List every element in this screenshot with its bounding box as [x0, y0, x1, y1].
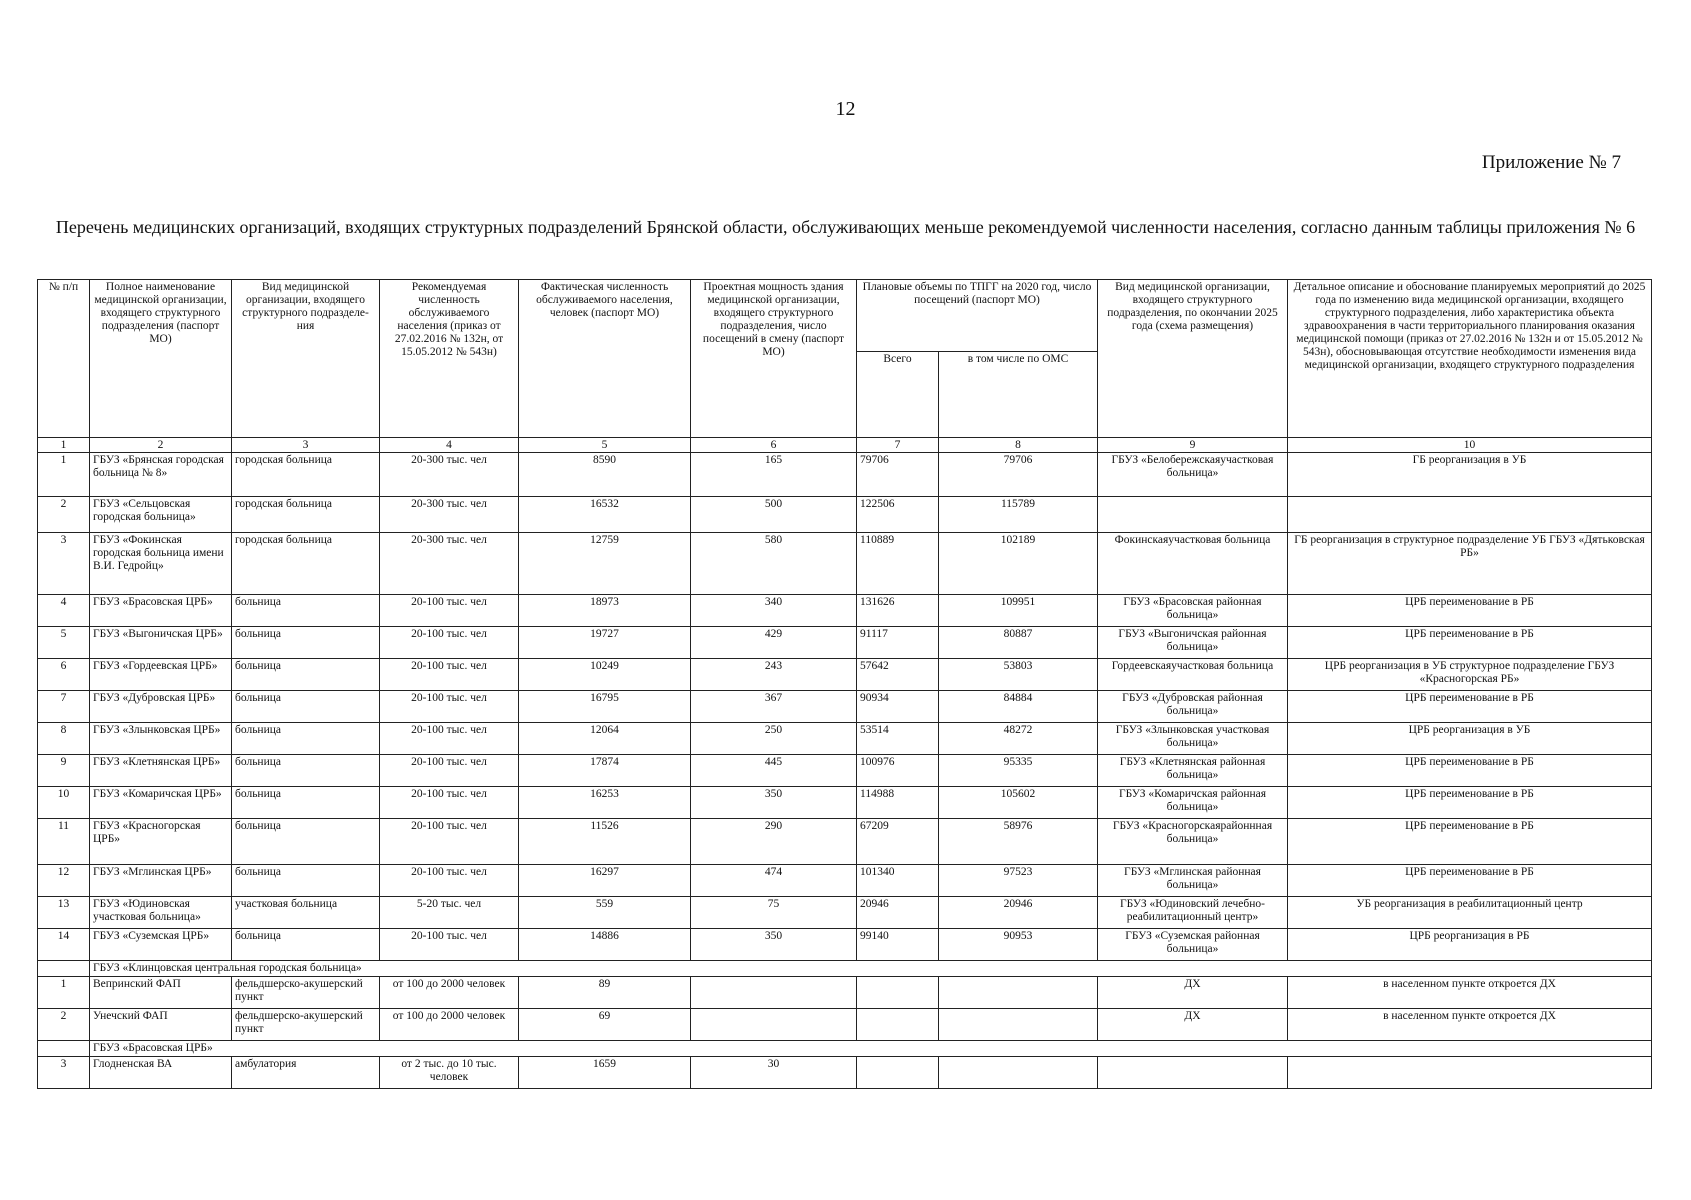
cell-total: 91117: [857, 627, 939, 659]
cell-rec: от 100 до 2000 человек: [380, 977, 519, 1009]
cell-type: больница: [232, 787, 380, 819]
cell-desc: ЦРБ переименование в РБ: [1288, 865, 1652, 897]
cell-cap: 165: [691, 453, 857, 497]
cell-type: больница: [232, 595, 380, 627]
cell-total: [857, 1009, 939, 1041]
table-row: [38, 533, 1652, 595]
cell-oms: 84884: [939, 691, 1098, 723]
cell-rec: 20-100 тыс. чел: [380, 659, 519, 691]
cell-type: больница: [232, 723, 380, 755]
cell-cap: 290: [691, 819, 857, 865]
header-row: [38, 280, 1652, 352]
cell-type: фельдшерско-акушерский пункт: [232, 1009, 380, 1041]
page-number: 12: [835, 98, 856, 120]
cell-total: 110889: [857, 533, 939, 595]
cell-oms: 48272: [939, 723, 1098, 755]
cell-n: 1: [38, 977, 90, 1009]
cell-name: ГБУЗ «Красногорская ЦРБ»: [90, 819, 232, 865]
column-number: 10: [1288, 438, 1652, 453]
cell-desc: ЦРБ переименование в РБ: [1288, 819, 1652, 865]
document-title: Перечень медицинских организаций, входящих структурных подразделений Брянской области, обслуживающих меньше рекомендуемой численности населения, согласно данным таблицы приложения № 6: [55, 217, 1636, 237]
cell-n: 3: [38, 533, 90, 595]
cell-total: 67209: [857, 819, 939, 865]
cell-cap: 250: [691, 723, 857, 755]
cell-total: 57642: [857, 659, 939, 691]
cell-future: ГБУЗ «Красногорскаярайоннная больница»: [1098, 819, 1288, 865]
table-row: [38, 1057, 1652, 1089]
column-number: 1: [38, 438, 90, 453]
cell-name: Унечский ФАП: [90, 1009, 232, 1041]
cell-name: ГБУЗ «Клетнянская ЦРБ»: [90, 755, 232, 787]
cell-desc: ЦРБ переименование в РБ: [1288, 787, 1652, 819]
cell-fact: 12064: [519, 723, 691, 755]
cell-fact: 11526: [519, 819, 691, 865]
cell-future: Гордеевскаяучастковая больница: [1098, 659, 1288, 691]
cell-desc: ЦРБ переименование в РБ: [1288, 595, 1652, 627]
column-number: 7: [857, 438, 939, 453]
table-row: [38, 897, 1652, 929]
cell-desc: [1288, 497, 1652, 533]
table-row: [38, 659, 1652, 691]
header-planned-volume: Плановые объемы по ТПГГ на 2020 год, число посещений (паспорт МО): [857, 280, 1098, 352]
section-number-cell: [38, 1041, 90, 1057]
cell-name: Глодненская ВА: [90, 1057, 232, 1089]
cell-fact: 1659: [519, 1057, 691, 1089]
cell-future: ГБУЗ «Брасовская районная больница»: [1098, 595, 1288, 627]
cell-fact: 16297: [519, 865, 691, 897]
cell-total: 131626: [857, 595, 939, 627]
cell-n: 11: [38, 819, 90, 865]
cell-type: больница: [232, 819, 380, 865]
header-oms: в том числе по ОМС: [939, 352, 1098, 438]
column-number: 3: [232, 438, 380, 453]
cell-desc: ЦРБ реорганизация в УБ структурное подразделение ГБУЗ «Красногорская РБ»: [1288, 659, 1652, 691]
cell-cap: 350: [691, 787, 857, 819]
cell-desc: в населенном пункте откроется ДХ: [1288, 977, 1652, 1009]
table-row: [38, 787, 1652, 819]
cell-n: 10: [38, 787, 90, 819]
cell-fact: 16532: [519, 497, 691, 533]
cell-cap: [691, 977, 857, 1009]
cell-cap: 500: [691, 497, 857, 533]
cell-type: фельдшерско-акушерский пункт: [232, 977, 380, 1009]
cell-rec: от 2 тыс. до 10 тыс. человек: [380, 1057, 519, 1089]
cell-n: 4: [38, 595, 90, 627]
cell-future: ГБУЗ «Белобережскаяучастковая больница»: [1098, 453, 1288, 497]
cell-cap: 580: [691, 533, 857, 595]
cell-desc: УБ реорганизация в реабилитационный центр: [1288, 897, 1652, 929]
cell-desc: ЦРБ переименование в РБ: [1288, 755, 1652, 787]
cell-fact: 12759: [519, 533, 691, 595]
cell-future: [1098, 497, 1288, 533]
cell-fact: 16795: [519, 691, 691, 723]
cell-name: ГБУЗ «Брянская городская больница № 8»: [90, 453, 232, 497]
cell-rec: 20-100 тыс. чел: [380, 929, 519, 961]
cell-name: Вепринский ФАП: [90, 977, 232, 1009]
cell-name: ГБУЗ «Фокинская городская больница имени В.И. Гедройц»: [90, 533, 232, 595]
cell-oms: 53803: [939, 659, 1098, 691]
cell-future: ГБУЗ «Юдиновский лечебно-реабилитационный центр»: [1098, 897, 1288, 929]
cell-fact: 559: [519, 897, 691, 929]
cell-desc: ГБ реорганизация в структурное подразделение УБ ГБУЗ «Дятьковская РБ»: [1288, 533, 1652, 595]
cell-n: 2: [38, 1009, 90, 1041]
column-number-row: [38, 438, 1652, 453]
cell-type: амбулатория: [232, 1057, 380, 1089]
cell-cap: 243: [691, 659, 857, 691]
cell-n: 12: [38, 865, 90, 897]
cell-n: 9: [38, 755, 90, 787]
cell-rec: 20-300 тыс. чел: [380, 533, 519, 595]
cell-cap: 445: [691, 755, 857, 787]
table-row: [38, 627, 1652, 659]
cell-type: больница: [232, 755, 380, 787]
cell-oms: 80887: [939, 627, 1098, 659]
cell-future: ГБУЗ «Клетнянская районная больница»: [1098, 755, 1288, 787]
column-number: 6: [691, 438, 857, 453]
header-future-type: Вид медицинской организации, входящего структурного подразделения, по окончании 2025 года (схема размещения): [1098, 280, 1288, 438]
column-number: 9: [1098, 438, 1288, 453]
cell-total: 122506: [857, 497, 939, 533]
cell-type: больница: [232, 691, 380, 723]
cell-fact: 17874: [519, 755, 691, 787]
cell-cap: [691, 1009, 857, 1041]
cell-fact: 18973: [519, 595, 691, 627]
cell-name: ГБУЗ «Злынковская ЦРБ»: [90, 723, 232, 755]
cell-cap: 340: [691, 595, 857, 627]
cell-type: городская больница: [232, 497, 380, 533]
cell-total: [857, 977, 939, 1009]
cell-oms: [939, 1009, 1098, 1041]
cell-future: ГБУЗ «Суземская районная больница»: [1098, 929, 1288, 961]
table-row: [38, 819, 1652, 865]
column-number: 5: [519, 438, 691, 453]
cell-type: участковая больница: [232, 897, 380, 929]
cell-future: ГБУЗ «Мглинская районная больница»: [1098, 865, 1288, 897]
appendix-label: Приложение № 7: [1481, 152, 1621, 173]
column-number: 2: [90, 438, 232, 453]
section-title: ГБУЗ «Брасовская ЦРБ»: [90, 1041, 1652, 1057]
cell-n: 2: [38, 497, 90, 533]
header-description: Детальное описание и обоснование планируемых мероприятий до 2025 года по изменению вида медицинской организации, входящего структурного подразделения, либо характеристика объекта здравоохранения в части территориального планирования оказания медицинской помощи (приказ от 27.02.2016 № 132н и от 15.05.2012 № 543н), обосновывающая отсутствие необходимости изменения вида медицинской организации, входящего структурного подразделения: [1288, 280, 1652, 438]
table-row: [38, 497, 1652, 533]
cell-rec: 20-100 тыс. чел: [380, 787, 519, 819]
cell-n: 1: [38, 453, 90, 497]
cell-fact: 14886: [519, 929, 691, 961]
cell-cap: 474: [691, 865, 857, 897]
cell-type: больница: [232, 659, 380, 691]
table-row: [38, 755, 1652, 787]
cell-name: ГБУЗ «Комаричская ЦРБ»: [90, 787, 232, 819]
cell-future: [1098, 1057, 1288, 1089]
cell-total: 101340: [857, 865, 939, 897]
section-title: ГБУЗ «Клинцовская центральная городская больница»: [90, 961, 1652, 977]
cell-oms: 102189: [939, 533, 1098, 595]
cell-name: ГБУЗ «Сельцовская городская больница»: [90, 497, 232, 533]
cell-n: 3: [38, 1057, 90, 1089]
cell-rec: 20-100 тыс. чел: [380, 595, 519, 627]
header-actual: Фактическая численность обслуживаемого населения, человек (паспорт МО): [519, 280, 691, 438]
organizations-table: [37, 279, 1652, 1089]
cell-n: 7: [38, 691, 90, 723]
table-row: [38, 595, 1652, 627]
cell-n: 14: [38, 929, 90, 961]
cell-cap: 350: [691, 929, 857, 961]
cell-total: 99140: [857, 929, 939, 961]
cell-fact: 10249: [519, 659, 691, 691]
cell-desc: в населенном пункте откроется ДХ: [1288, 1009, 1652, 1041]
cell-oms: 109951: [939, 595, 1098, 627]
cell-type: больница: [232, 929, 380, 961]
table-row: [38, 1009, 1652, 1041]
section-row: [38, 961, 1652, 977]
cell-rec: 20-100 тыс. чел: [380, 819, 519, 865]
cell-oms: 79706: [939, 453, 1098, 497]
cell-total: 20946: [857, 897, 939, 929]
cell-future: ГБУЗ «Комаричская районная больница»: [1098, 787, 1288, 819]
cell-name: ГБУЗ «Гордеевская ЦРБ»: [90, 659, 232, 691]
cell-name: ГБУЗ «Суземская ЦРБ»: [90, 929, 232, 961]
cell-type: больница: [232, 865, 380, 897]
cell-fact: 8590: [519, 453, 691, 497]
cell-rec: 20-100 тыс. чел: [380, 627, 519, 659]
cell-cap: 367: [691, 691, 857, 723]
cell-rec: 20-100 тыс. чел: [380, 865, 519, 897]
cell-future: Фокинскаяучастковая больница: [1098, 533, 1288, 595]
header-capacity: Проектная мощность здания медицинской организации, входящего структурного подразделения, число посещений в смену (паспорт МО): [691, 280, 857, 438]
cell-fact: 89: [519, 977, 691, 1009]
cell-desc: [1288, 1057, 1652, 1089]
cell-type: больница: [232, 627, 380, 659]
cell-future: ГБУЗ «Дубровская районная больница»: [1098, 691, 1288, 723]
table-row: [38, 723, 1652, 755]
header-type: Вид медицинской организации, входящего структурного подразделе-ния: [232, 280, 380, 438]
cell-n: 6: [38, 659, 90, 691]
cell-rec: 20-300 тыс. чел: [380, 453, 519, 497]
table-row: [38, 453, 1652, 497]
cell-name: ГБУЗ «Юдиновская участковая больница»: [90, 897, 232, 929]
cell-cap: 75: [691, 897, 857, 929]
section-row: [38, 1041, 1652, 1057]
cell-future: ДХ: [1098, 1009, 1288, 1041]
cell-n: 8: [38, 723, 90, 755]
cell-fact: 16253: [519, 787, 691, 819]
cell-rec: 5-20 тыс. чел: [380, 897, 519, 929]
cell-rec: 20-100 тыс. чел: [380, 691, 519, 723]
table-row: [38, 691, 1652, 723]
table-row: [38, 929, 1652, 961]
cell-rec: 20-300 тыс. чел: [380, 497, 519, 533]
cell-rec: 20-100 тыс. чел: [380, 755, 519, 787]
table-row: [38, 865, 1652, 897]
header-recommended: Рекомендуемая численность обслуживаемого населения (приказ от 27.02.2016 № 132н, от 15.05.2012 № 543н): [380, 280, 519, 438]
cell-desc: ЦРБ переименование в РБ: [1288, 691, 1652, 723]
cell-oms: 58976: [939, 819, 1098, 865]
table-row: [38, 977, 1652, 1009]
cell-future: ГБУЗ «Выгоничская районная больница»: [1098, 627, 1288, 659]
column-number: 4: [380, 438, 519, 453]
header-total: Всего: [857, 352, 939, 438]
cell-oms: 105602: [939, 787, 1098, 819]
cell-desc: ЦРБ реорганизация в УБ: [1288, 723, 1652, 755]
cell-name: ГБУЗ «Брасовская ЦРБ»: [90, 595, 232, 627]
cell-fact: 19727: [519, 627, 691, 659]
cell-type: городская больница: [232, 453, 380, 497]
cell-total: [857, 1057, 939, 1089]
cell-oms: 90953: [939, 929, 1098, 961]
cell-oms: [939, 977, 1098, 1009]
cell-oms: 97523: [939, 865, 1098, 897]
column-number: 8: [939, 438, 1098, 453]
section-number-cell: [38, 961, 90, 977]
cell-desc: ЦРБ переименование в РБ: [1288, 627, 1652, 659]
cell-n: 13: [38, 897, 90, 929]
cell-oms: 20946: [939, 897, 1098, 929]
cell-fact: 69: [519, 1009, 691, 1041]
cell-n: 5: [38, 627, 90, 659]
cell-oms: 95335: [939, 755, 1098, 787]
header-number: № п/п: [38, 280, 90, 438]
cell-name: ГБУЗ «Дубровская ЦРБ»: [90, 691, 232, 723]
cell-total: 90934: [857, 691, 939, 723]
cell-oms: [939, 1057, 1098, 1089]
cell-cap: 30: [691, 1057, 857, 1089]
header-name: Полное наименование медицинской организации, входящего структурного подразделения (паспорт МО): [90, 280, 232, 438]
cell-rec: 20-100 тыс. чел: [380, 723, 519, 755]
cell-desc: ЦРБ реорганизация в РБ: [1288, 929, 1652, 961]
cell-type: городская больница: [232, 533, 380, 595]
cell-rec: от 100 до 2000 человек: [380, 1009, 519, 1041]
cell-future: ГБУЗ «Злынковская участковая больница»: [1098, 723, 1288, 755]
cell-future: ДХ: [1098, 977, 1288, 1009]
cell-name: ГБУЗ «Выгоничская ЦРБ»: [90, 627, 232, 659]
cell-total: 114988: [857, 787, 939, 819]
cell-oms: 115789: [939, 497, 1098, 533]
cell-total: 100976: [857, 755, 939, 787]
cell-name: ГБУЗ «Мглинская ЦРБ»: [90, 865, 232, 897]
cell-total: 79706: [857, 453, 939, 497]
cell-total: 53514: [857, 723, 939, 755]
cell-desc: ГБ реорганизация в УБ: [1288, 453, 1652, 497]
cell-cap: 429: [691, 627, 857, 659]
